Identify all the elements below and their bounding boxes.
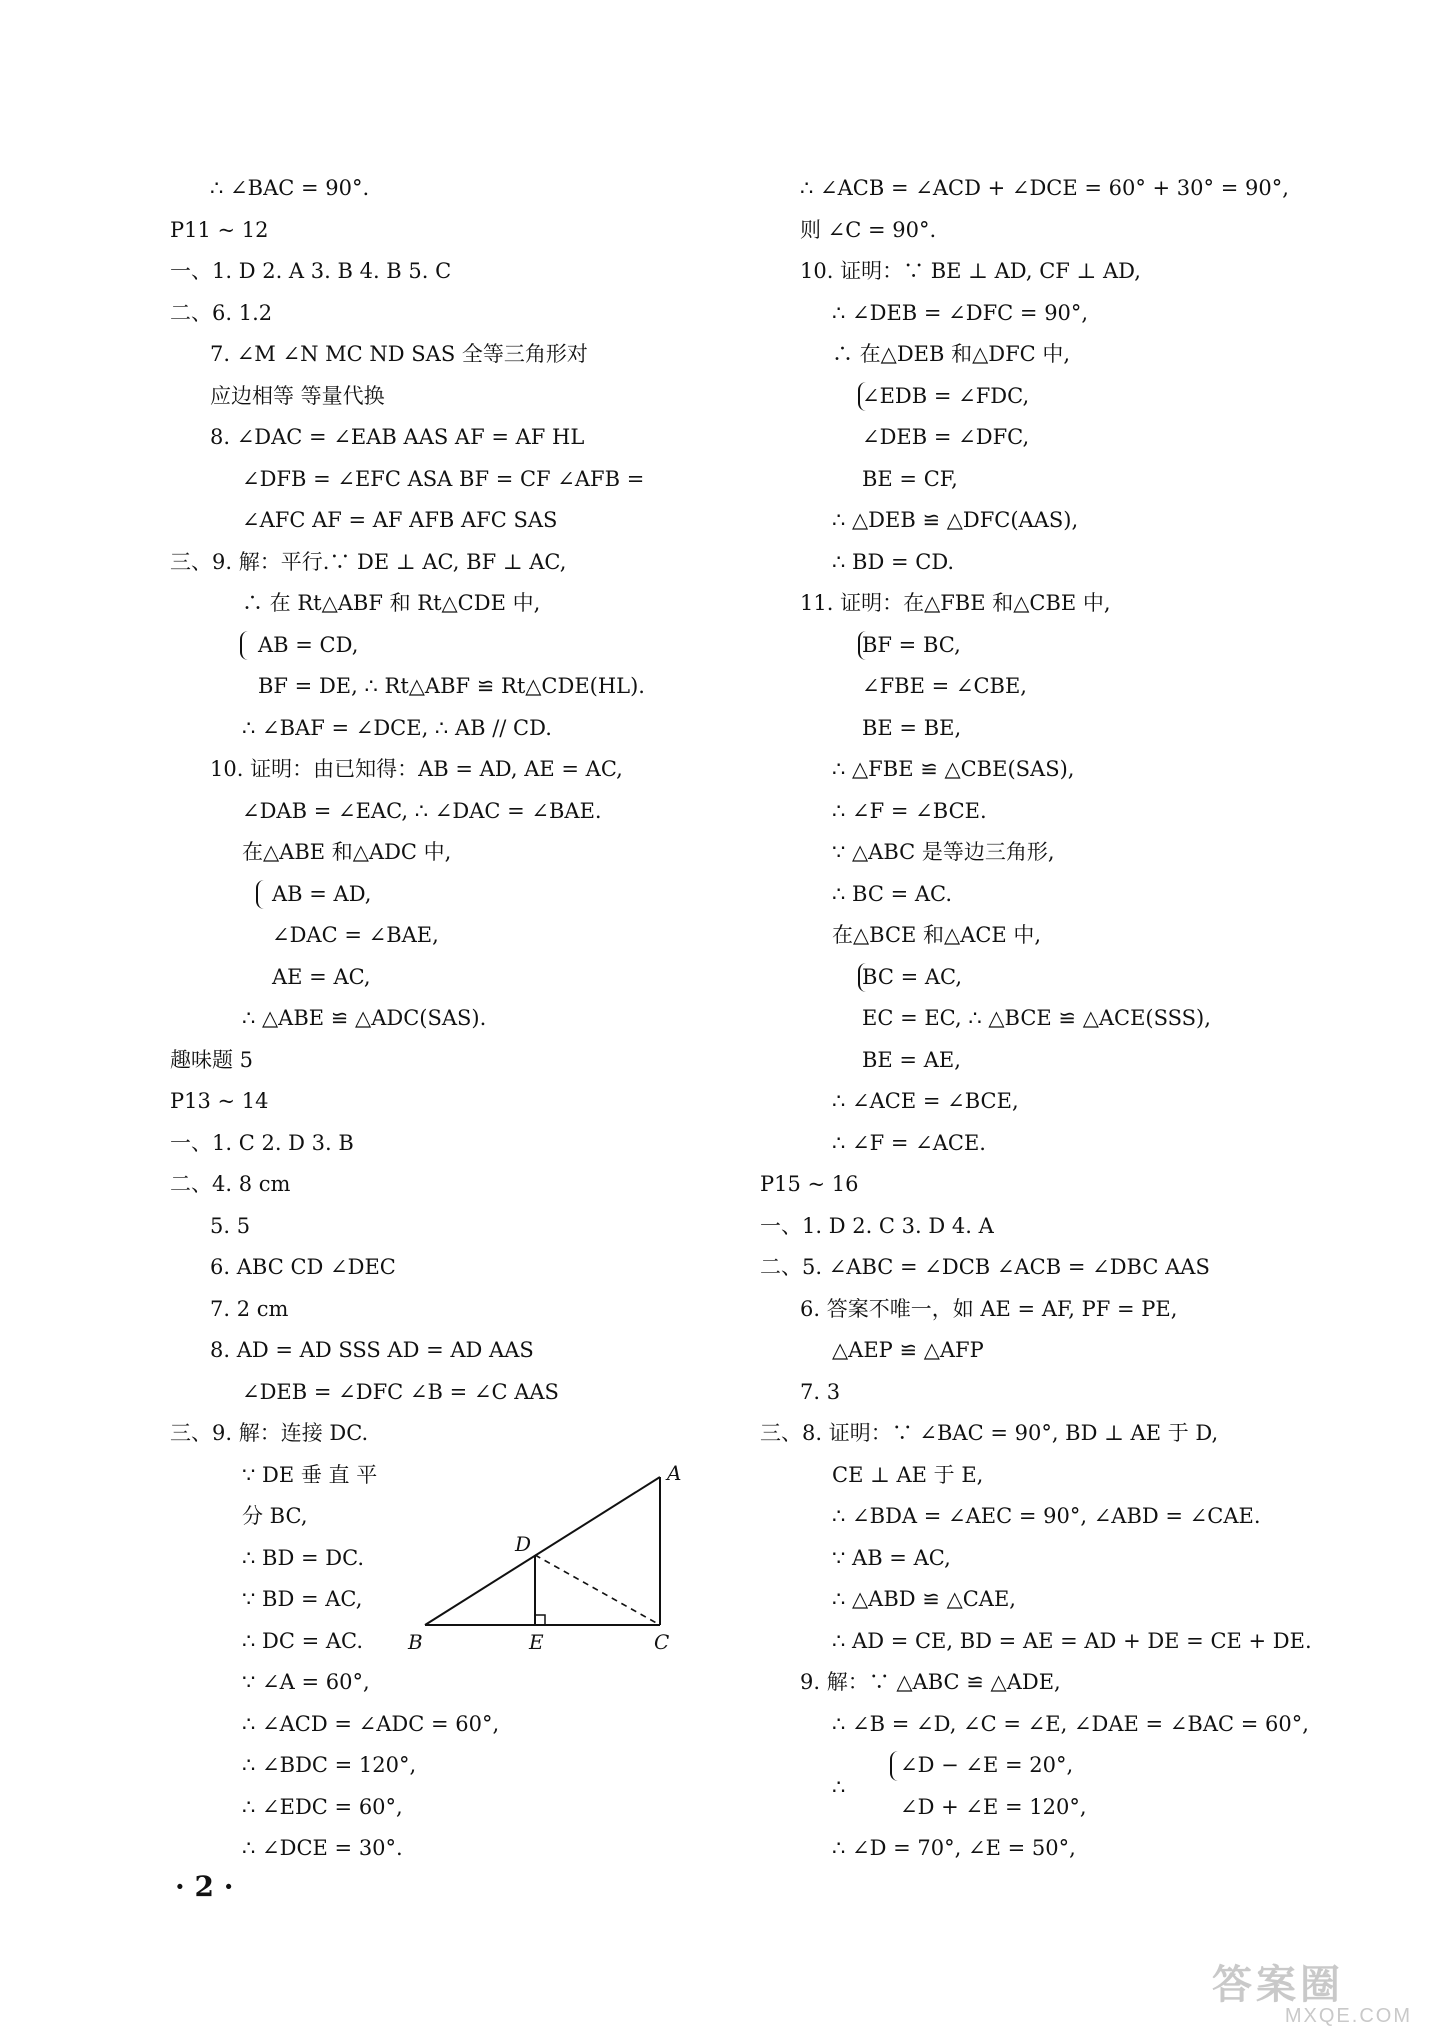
text-line: ∴ ∠ACB = ∠ACD + ∠DCE = 60° + 30° = 90°, [800,176,1289,200]
text-line: ∵ BD = AC, [242,1587,363,1611]
text-line: ∴ BD = DC. [242,1545,365,1570]
text-line: 分 BC, [242,1504,308,1528]
brace-line: BC = AC, [760,957,1410,999]
segment-dc-dashed [535,1555,660,1625]
brace-line: AE = AC, [272,964,371,989]
triangle-figure [405,1455,695,1665]
brace-line: BF = BC, [760,625,1410,667]
text-line: CE ⊥ AE 于 E, [832,1462,984,1487]
brace-line: ∠EDB = ∠FDC, [760,376,1410,418]
text-line: ∴ ∠ACD = ∠ADC = 60°, [242,1711,500,1736]
text-line: 6. 答案不唯一，如 AE = AF, PF = PE, [800,1296,1178,1321]
brace-line: ∠DAC = ∠BAE, [272,923,439,947]
brace-line: ∠FBE = ∠CBE, [862,674,1027,698]
text-line: ∴ ∠BDA = ∠AEC = 90°, ∠ABD = ∠CAE. [832,1504,1261,1528]
text-line: 二、4. 8 cm [170,1172,291,1196]
section-heading: P11 ~ 12 [170,217,269,242]
section-heading: P13 ~ 14 [170,1089,269,1113]
text-line: 二、5. ∠ABC = ∠DCB ∠ACB = ∠DBC AAS [760,1255,1210,1279]
label-e: E [529,1630,544,1654]
text-line: ∴ BD = CD. [832,549,955,574]
text-line: ∠DAB = ∠EAC, ∴ ∠DAC = ∠BAE. [242,798,602,823]
segment-ab [425,1477,660,1625]
right-angle-mark [535,1615,545,1625]
text-line: 6. ABC CD ∠DEC [210,1255,396,1279]
text-line: ∴ △FBE ≌ △CBE(SAS), [832,757,1075,781]
brace-line: AB = CD, [170,625,730,667]
text-line: ∴ ∠F = ∠BCE. [832,798,987,823]
brace-line: AB = AD, [170,874,730,916]
text-line: ∴ ∠BDC = 120°, [242,1753,417,1777]
text-line: 则 ∠C = 90°. [800,217,937,242]
brace-line [760,1774,1410,1829]
text-line: △AEP ≌ △AFP [832,1338,984,1362]
text-line: 一、1. C 2. D 3. B [170,1130,354,1155]
page-number: · 2 · [175,1870,234,1903]
text-line: ∴ AD = CE, BD = AE = AD + DE = CE + DE. [832,1628,1312,1653]
text-line: 8. ∠DAC = ∠EAB AAS AF = AF HL [210,425,585,449]
text-line: ∴ ∠EDC = 60°, [242,1794,403,1819]
text-line: ∴ BC = AC. [832,881,953,906]
watermark-logo: 答案圈 [1212,1963,1344,2007]
text-line: ∴ ∠BAC = 90°. [210,176,370,200]
text-line: ∴ △ABD ≌ △CAE, [832,1587,1016,1611]
text-line: ∠DFB = ∠EFC ASA BF = CF ∠AFB = [242,466,645,491]
label-a: A [667,1461,682,1485]
text-line: ∴ ∠BAF = ∠DCE, ∴ AB // CD. [242,715,552,740]
text-line: ∴ ∠DEB = ∠DFC = 90°, [832,300,1089,325]
watermark [1212,1965,1412,2027]
text-line: 10. 证明：由已知得：AB = AD, AE = AC, [210,757,623,781]
text-line: ∴ ∠B = ∠D, ∠C = ∠E, ∠DAE = ∠BAC = 60°, [832,1711,1309,1736]
brace-line: ∠D − ∠E = 20°, [760,1745,1410,1787]
brace-line: BE = BE, [862,715,962,740]
brace-line: ∠DEB = ∠DFC, [862,425,1030,449]
text-line: ∴ △DEB ≌ △DFC(AAS), [832,508,1079,532]
text-line: 一、1. D 2. A 3. B 4. B 5. C [170,259,452,283]
text-line: 一、1. D 2. C 3. D 4. A [760,1213,994,1238]
text-line: 三、9. 解：连接 DC. [170,1421,369,1445]
text-line: 10. 证明：∵ BE ⊥ AD, CF ⊥ AD, [800,259,1141,283]
text-line: 7. 2 cm [210,1296,289,1321]
therefore-symbol: ∴ [832,1774,846,1799]
text-line: ∴ ∠DCE = 30°. [242,1836,403,1860]
label-b: B [408,1630,423,1654]
text-line: ∠DEB = ∠DFC ∠B = ∠C AAS [242,1379,559,1404]
text-line: 应边相等 等量代换 [210,383,385,408]
brace-line: BE = AE, [862,1047,961,1072]
text-line: 在△ABE 和△ADC 中, [242,840,452,864]
brace-line: BE = CF, [862,466,958,491]
text-line: ∠AFC AF = AF AFB AFC SAS [242,508,558,532]
text-line: 7. ∠M ∠N MC ND SAS 全等三角形对 [210,342,588,366]
text-line: ∴ ∠D = 70°, ∠E = 50°, [832,1836,1076,1860]
text-line: ∴ ∠ACE = ∠BCE, [832,1089,1019,1113]
text-line: ∴ DC = AC. [242,1628,364,1653]
text-line: ∴ ∠F = ∠ACE. [832,1130,986,1155]
text-line: 11. 证明：在△FBE 和△CBE 中, [800,591,1111,615]
text-line: ∴ 在 Rt△ABF 和 Rt△CDE 中, [242,591,541,615]
text-line: ∴ 在△DEB 和△DFC 中, [832,342,1071,366]
text-line: 三、9. 解：平行.∵ DE ⊥ AC, BF ⊥ AC, [170,549,567,574]
text-line: 5. 5 [210,1213,251,1238]
brace-line: EC = EC, ∴ △BCE ≌ △ACE(SSS), [862,1006,1211,1030]
text-line: 9. 解：∵ △ABC ≌ △ADE, [800,1670,1061,1694]
text-line: ∴ △ABE ≌ △ADC(SAS). [242,1006,487,1030]
section-heading: P15 ~ 16 [760,1172,859,1196]
text-line: ∵ AB = AC, [832,1545,951,1570]
text-line: 三、8. 证明：∵ ∠BAC = 90°, BD ⊥ AE 于 D, [760,1421,1219,1445]
text-line: ∵ DE 垂 直 平 [242,1462,378,1487]
text-line: ∵ ∠A = 60°, [242,1670,370,1694]
brace-line-text: ∠D + ∠E = 120°, [900,1794,1087,1819]
brace-line: BF = DE, ∴ Rt△ABF ≌ Rt△CDE(HL). [258,674,645,698]
section-heading: 趣味题 5 [170,1047,254,1072]
text-line: 7. 3 [800,1379,841,1404]
label-c: C [654,1630,670,1654]
right-column [760,168,1410,1870]
text-line: 8. AD = AD SSS AD = AD AAS [210,1338,534,1362]
text-line: ∵ △ABC 是等边三角形, [832,840,1055,864]
text-line: 在△BCE 和△ACE 中, [832,923,1042,947]
watermark-url: MXQE.COM [1284,2005,1412,2027]
text-line: 二、6. 1.2 [170,300,273,325]
label-d: D [515,1532,532,1556]
